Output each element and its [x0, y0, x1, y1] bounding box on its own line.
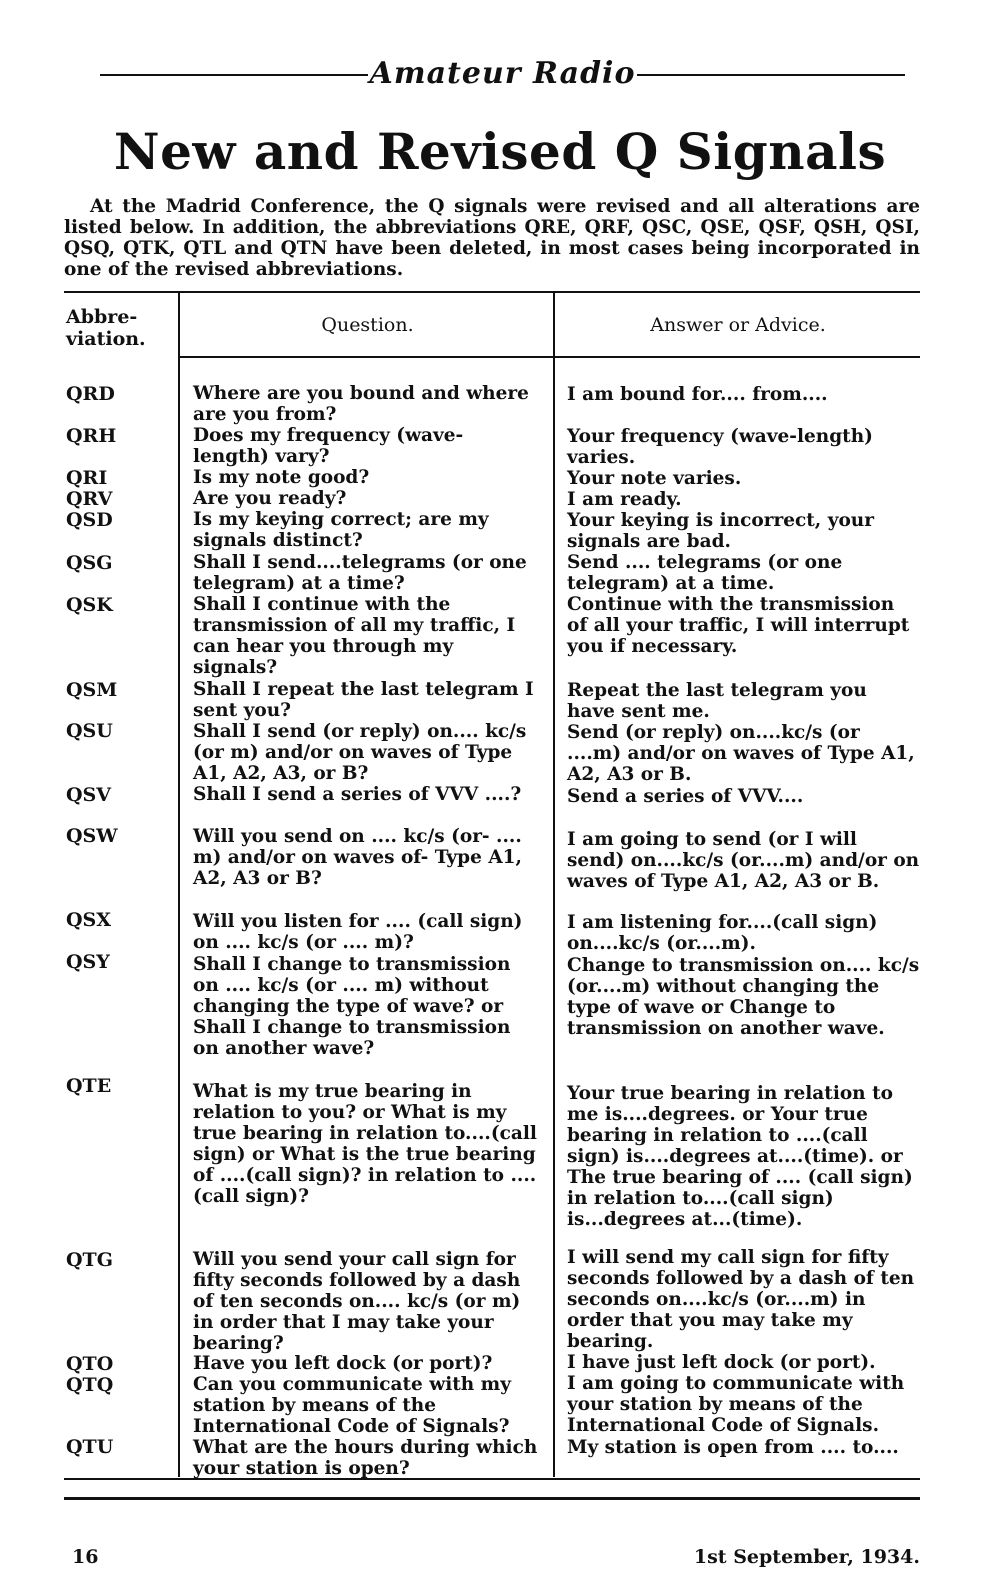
row-question: Shall I send a series of VVV ....? — [193, 784, 522, 805]
row-code: QSK — [66, 594, 113, 616]
row-answer: Send (or reply) on....kc/s (or ....m) and/or on waves of Type A1, A2, A3 or B. — [567, 722, 915, 785]
row-question: Is my keying correct; are my signals distinct? — [193, 509, 489, 551]
row-question: Shall I send (or reply) on.... kc/s (or m) and/or on waves of Type A1, A2, A3, or B? — [193, 721, 527, 784]
intro-paragraph: At the Madrid Conference, the Q signals were revised and all alterations are listed below. In addition, the abbreviations QRE, QRF, QSC, QSE, QSF, QSH, QSI, QSQ, QTK, QTL and QTN have been deleted, in most cases being incorporated in one of the revised abbreviations. — [64, 196, 920, 280]
header-bottom-rule — [180, 356, 920, 358]
row-code: QSW — [66, 825, 118, 847]
row-answer: Your note varies. — [567, 468, 742, 489]
masthead — [100, 56, 905, 96]
row-answer: Your true bearing in relation to me is....degrees. or Your true bearing in relation to ....(call sign) is....degrees at....(time). or The true bearing of .... (call sign) in relation to....(call sign) is...degrees at...(time). — [567, 1083, 913, 1230]
row-code: QRV — [66, 488, 113, 510]
row-answer: My station is open from .... to.... — [567, 1437, 899, 1458]
row-answer: Your frequency (wave-length) varies. — [567, 426, 873, 468]
column-header-answer: Answer or Advice. — [650, 314, 826, 336]
row-question: What is my true bearing in relation to you? or What is my true bearing in relation to....(call sign) or What is the true bearing of ....(call sign)? in relation to ....(call sign)? — [193, 1081, 537, 1207]
row-question: Where are you bound and where are you from? — [193, 383, 529, 425]
row-question: Will you send your call sign for fifty seconds followed by a dash of ten seconds on.... kc/s (or m) in order that I may take your bearing? — [193, 1249, 521, 1354]
row-code: QRI — [66, 467, 108, 489]
row-answer: I am bound for.... from.... — [567, 384, 828, 405]
row-question: Does my frequency (wave-length) vary? — [193, 425, 464, 467]
row-answer: I have just left dock (or port). — [567, 1352, 876, 1373]
row-question: What are the hours during which your station is open? — [193, 1437, 538, 1479]
row-answer: I am listening for....(call sign) on....kc/s (or....m). — [567, 912, 878, 954]
row-question: Are you ready? — [193, 488, 347, 509]
row-answer: I will send my call sign for fifty seconds followed by a dash of ten seconds on....kc/s (or....m) in order that you may take my bearing. — [567, 1247, 915, 1352]
row-code: QTG — [66, 1249, 113, 1271]
row-code: QSU — [66, 720, 113, 742]
row-answer: Change to transmission on.... kc/s (or....m) without changing the type of wave or Change to transmission on another wave. — [567, 955, 920, 1039]
row-answer: I am ready. — [567, 489, 682, 510]
row-question: Is my note good? — [193, 467, 370, 488]
row-answer: Send .... telegrams (or one telegram) at a time. — [567, 552, 843, 594]
column-header-question: Question. — [321, 314, 414, 336]
footer-rule — [64, 1497, 920, 1500]
row-code: QTU — [66, 1436, 114, 1458]
row-code: QSD — [66, 509, 113, 531]
row-answer: Send a series of VVV.... — [567, 786, 804, 807]
column-header-abbreviation: Abbre-viation. — [66, 306, 146, 350]
page-number: 16 — [72, 1546, 99, 1568]
row-code: QSG — [66, 552, 113, 574]
issue-date: 1st September, 1934. — [693, 1546, 920, 1568]
row-answer: Your keying is incorrect, your signals are bad. — [567, 510, 874, 552]
row-answer: I am going to send (or I will send) on....kc/s (or....m) and/or on waves of Type A1, A2, A3 or B. — [567, 829, 920, 892]
page-title: New and Revised Q Signals — [113, 122, 887, 181]
row-question: Can you communicate with my station by means of the International Code of Signals? — [193, 1374, 511, 1437]
masthead-rule-right — [637, 74, 905, 76]
row-code: QSV — [66, 784, 112, 806]
table-top-rule — [64, 291, 920, 293]
row-question: Shall I send....telegrams (or one telegram) at a time? — [193, 552, 527, 594]
column-divider-2 — [553, 293, 555, 1477]
row-question: Shall I repeat the last telegram I sent you? — [193, 679, 534, 721]
row-question: Shall I change to transmission on .... kc/s (or .... m) without changing the type of wave? or Shall I change to transmission on another wave? — [193, 954, 511, 1059]
row-question: Shall I continue with the transmission of all my traffic, I can hear you through my signals? — [193, 594, 516, 678]
row-code: QSX — [66, 909, 112, 931]
row-question: Have you left dock (or port)? — [193, 1353, 493, 1374]
column-divider-1 — [178, 293, 180, 1477]
magazine-name: Amateur Radio — [369, 56, 636, 91]
row-code: QRH — [66, 425, 117, 447]
row-code: QSM — [66, 679, 118, 701]
row-code: QTQ — [66, 1374, 114, 1396]
row-question: Will you send on .... kc/s (or- .... m) and/or on waves of- Type A1, A2, A3 or B? — [193, 826, 522, 889]
row-code: QTO — [66, 1353, 114, 1375]
row-code: QTE — [66, 1075, 112, 1097]
row-code: QRD — [66, 383, 115, 405]
row-answer: Repeat the last telegram you have sent me. — [567, 680, 867, 722]
row-code: QSY — [66, 951, 110, 973]
row-answer: Continue with the transmission of all your traffic, I will interrupt you if necessary. — [567, 594, 910, 657]
row-answer: I am going to communicate with your station by means of the International Code of Signals. — [567, 1373, 905, 1436]
row-question: Will you listen for .... (call sign) on .... kc/s (or .... m)? — [193, 911, 523, 953]
